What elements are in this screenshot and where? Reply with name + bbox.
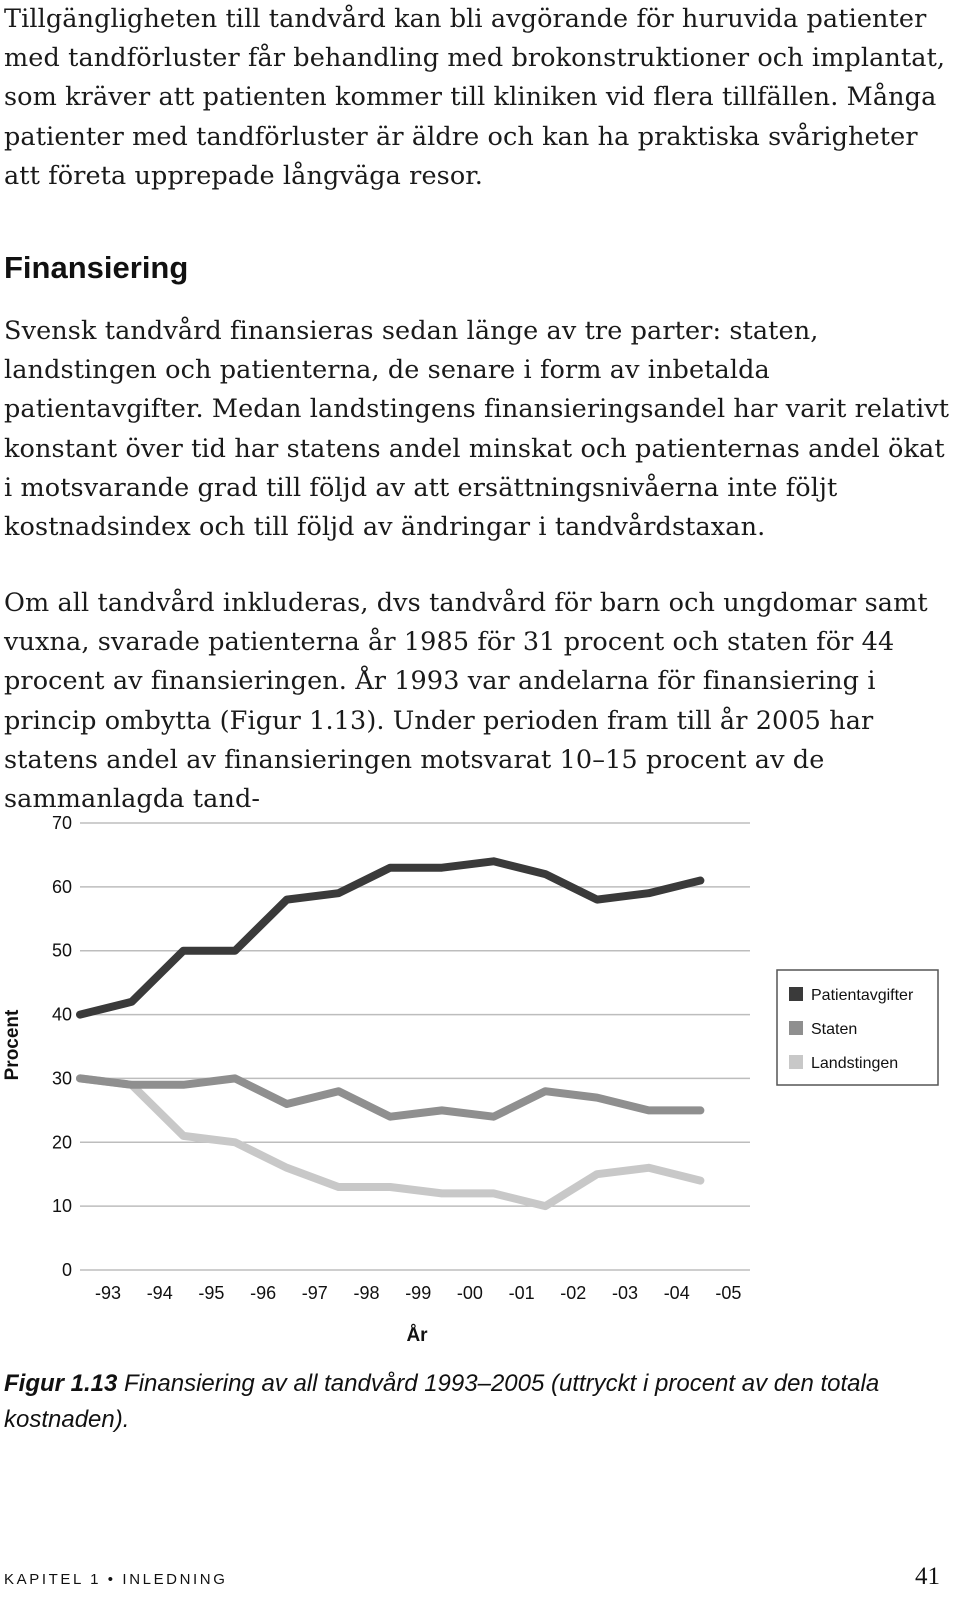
section-heading: Finansiering xyxy=(4,250,189,285)
y-tick-label: 70 xyxy=(51,813,72,833)
y-tick-labels xyxy=(52,813,72,1280)
x-tick-label: -05 xyxy=(715,1283,742,1303)
x-tick-label: -98 xyxy=(353,1283,380,1303)
legend-swatch xyxy=(789,1055,803,1069)
legend-swatch xyxy=(789,1021,803,1035)
x-tick-label: -94 xyxy=(146,1283,173,1303)
series-line-patientavgifter xyxy=(80,861,700,1014)
financing-line-chart xyxy=(0,800,960,1360)
x-tick-label: -01 xyxy=(508,1283,535,1303)
x-tick-label: -00 xyxy=(456,1283,483,1303)
x-tick-labels xyxy=(95,1283,741,1303)
figure-caption-text: Finansiering av all tandvård 1993–2005 (uttryckt i procent av den totala kostnaden). xyxy=(4,1370,880,1433)
chapter-footer: KAPITEL 1 • INLEDNING xyxy=(4,1571,228,1588)
x-tick-label: -04 xyxy=(663,1283,690,1303)
y-tick-label: 20 xyxy=(51,1132,72,1153)
legend-label: Staten xyxy=(811,1021,858,1038)
legend-label: Landstingen xyxy=(811,1055,899,1072)
financing-paragraph: Svensk tandvård finansieras sedan länge av tre parter: staten, landstingen och patienterna, de senare i form av inbetalda patientavgifter. Medan landstingens finansieringsandel har varit relativt konstant över tid har statens andel minskat och patienternas andel ökat i motsvarande grad till följd av att ersättningsnivåerna inte följt kostnadsindex och till följd av ändringar i tandvårdstaxan. xyxy=(4,316,950,543)
y-tick-label: 50 xyxy=(51,940,72,961)
y-tick-label: 60 xyxy=(51,876,72,897)
legend xyxy=(777,970,938,1085)
intro-paragraph: Tillgängligheten till tandvård kan bli avgörande för huruvida patienter med tandförluster får behandling med brokonstruktioner och implantat, som kräver att patienten kommer till kliniken vid flera tillfällen. Många patienter med tandförluster är äldre och kan ha praktiska svårigheter att företa upprepade långväga resor. xyxy=(4,4,946,191)
shares-paragraph: Om all tandvård inkluderas, dvs tandvård för barn och ungdomar samt vuxna, svarade patienterna år 1985 för 31 procent och staten för 44 procent av finansieringen. År 1993 var andelarna för finansiering i princip ombytta (Figur 1.13). Under perioden fram till år 2005 har statens andel av finansieringen motsvarat 10–15 procent av de sammanlagda tand- xyxy=(4,588,928,815)
x-tick-label: -97 xyxy=(301,1283,328,1303)
x-tick-label: -03 xyxy=(611,1283,639,1303)
page-number: 41 xyxy=(915,1563,940,1590)
series-line-staten xyxy=(80,1078,700,1116)
x-tick-label: -95 xyxy=(198,1283,225,1303)
x-tick-label: -93 xyxy=(94,1283,122,1303)
y-tick-label: 10 xyxy=(51,1196,72,1217)
x-tick-label: -99 xyxy=(405,1283,432,1303)
y-tick-label: 0 xyxy=(61,1260,72,1280)
series-lines xyxy=(80,861,700,1206)
x-tick-label: -96 xyxy=(250,1283,277,1303)
legend-swatch xyxy=(789,987,803,1001)
y-axis-title: Procent xyxy=(2,1009,23,1081)
figure-caption xyxy=(4,1366,924,1438)
y-tick-label: 30 xyxy=(51,1068,72,1089)
figure-label: Figur 1.13 xyxy=(4,1370,118,1397)
legend-label: Patientavgifter xyxy=(811,987,914,1004)
x-axis-title: År xyxy=(406,1325,428,1346)
y-tick-label: 40 xyxy=(51,1004,72,1025)
x-tick-label: -02 xyxy=(560,1283,587,1303)
